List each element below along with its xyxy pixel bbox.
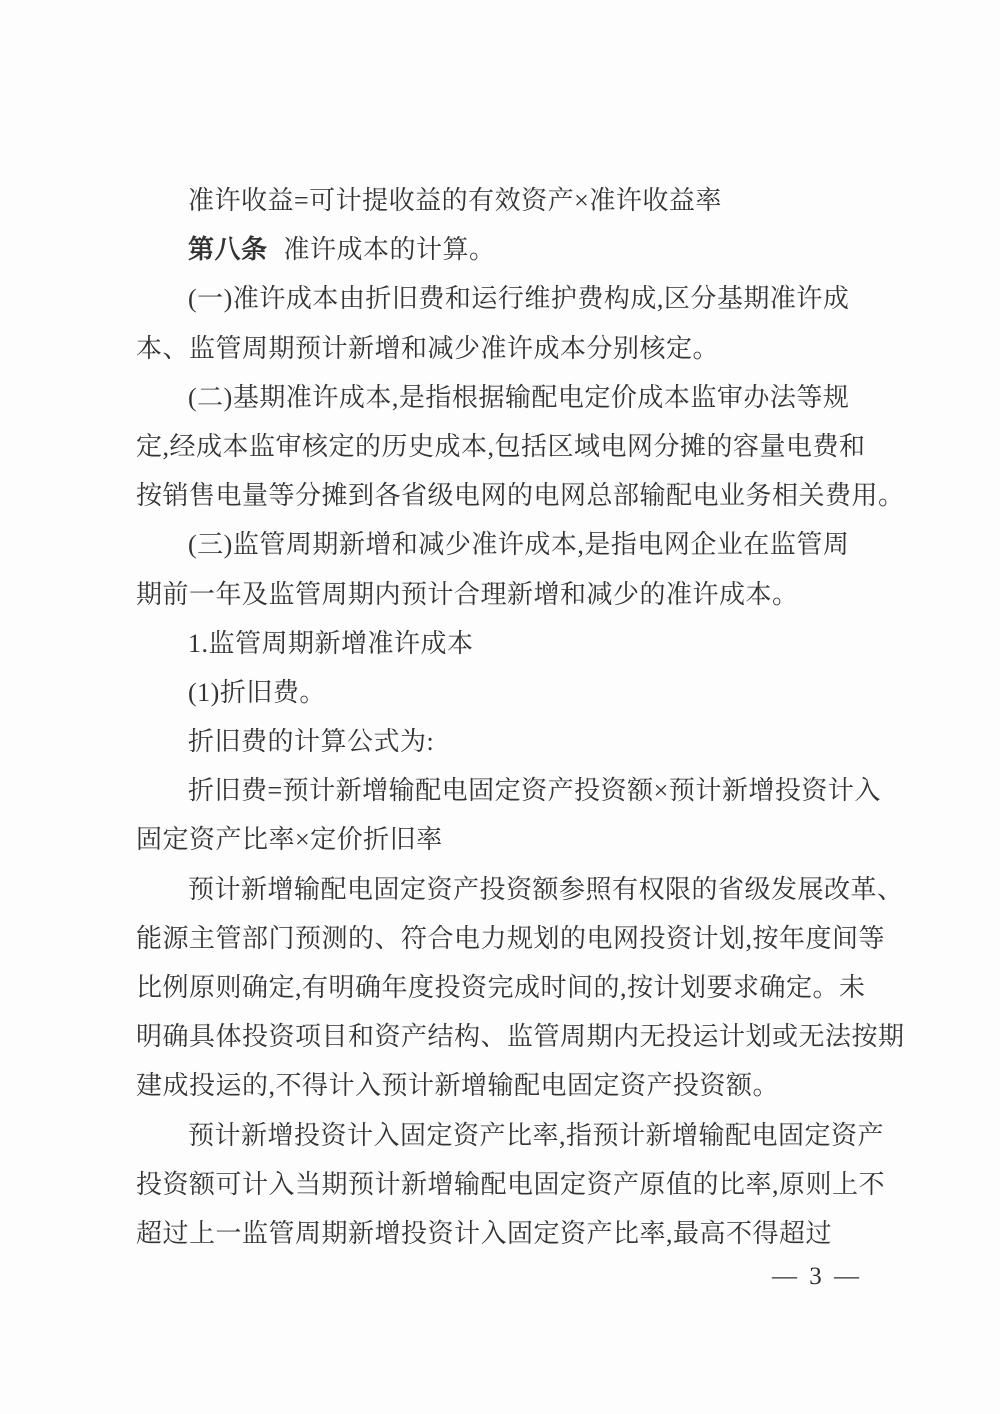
investment-paragraph-line: 能源主管部门预测的、符合电力规划的电网投资计划,按年度间等 — [136, 923, 886, 953]
sub-item-1-heading: (1)折旧费。 — [188, 677, 326, 707]
investment-paragraph-line: 比例原则确定,有明确年度投资完成时间的,按计划要求确定。未 — [136, 973, 866, 1002]
clause-one-line: 本、监管周期预计新增和减少准许成本分别核定。 — [136, 333, 720, 363]
clause-two-line: 定,经成本监审核定的历史成本,包括区域电网分摊的容量电费和 — [136, 431, 866, 461]
page-number: — 3 — — [772, 1263, 862, 1290]
formula-allowed-revenue: 准许收益=可计提收益的有效资产×准许收益率 — [188, 186, 722, 215]
article-8-title: 准许成本的计算。 — [283, 235, 496, 265]
formula-depreciation-line: 折旧费=预计新增输配电固定资产投资额×预计新增投资计入 — [188, 776, 881, 806]
document-text-block — [136, 176, 905, 1258]
formula-depreciation-line: 固定资产比率×定价折旧率 — [136, 825, 443, 855]
article-8-heading — [136, 225, 876, 274]
ratio-paragraph-line: 超过上一监管周期新增投资计入固定资产比率,最高不得超过 — [136, 1218, 833, 1248]
clause-two-line: (二)基期准许成本,是指根据输配电定价成本监审办法等规 — [188, 382, 850, 412]
investment-paragraph-line: 预计新增输配电固定资产投资额参照有权限的省级发展改革、 — [188, 874, 904, 904]
ratio-paragraph-line: 预计新增投资计入固定资产比率,指预计新增输配电固定资产 — [188, 1120, 885, 1150]
formula-intro-line: 折旧费的计算公式为: — [188, 727, 435, 757]
investment-paragraph-line: 明确具体投资项目和资产结构、监管周期内无投运计划或无法按期 — [136, 1022, 905, 1052]
investment-paragraph-line: 建成投运的,不得计入预计新增输配电固定资产投资额。 — [136, 1071, 780, 1101]
clause-three-line: 期前一年及监管周期内预计合理新增和减少的准许成本。 — [136, 579, 799, 609]
item-1-heading: 1.监管周期新增准许成本 — [188, 628, 474, 658]
clause-two-line: 按销售电量等分摊到各省级电网的电网总部输配电业务相关费用。 — [136, 481, 905, 511]
article-8-label: 第八条 — [188, 235, 268, 265]
clause-one-line: (一)准许成本由折旧费和运行维护费构成,区分基期准许成 — [188, 284, 850, 314]
clause-three-line: (三)监管周期新增和减少准许成本,是指电网企业在监管周 — [188, 530, 850, 560]
ratio-paragraph-line: 投资额可计入当期预计新增输配电固定资产原值的比率,原则上不 — [136, 1169, 886, 1199]
